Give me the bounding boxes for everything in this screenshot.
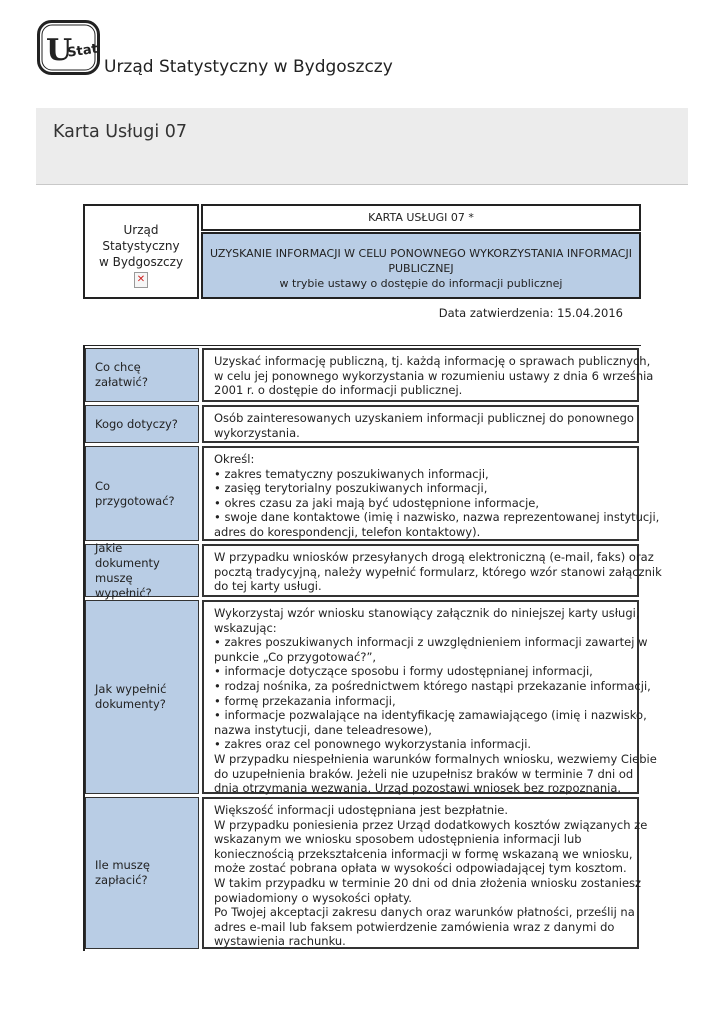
issuer-line: Statystyczny (102, 239, 180, 253)
answer-line: Po Twojej akceptacji zakresu danych oraz warunków płatności, prześlij na (214, 905, 635, 920)
answer-line: • zakres tematyczny poszukiwanych informacji, (214, 466, 489, 481)
answer-line: • swoje dane kontaktowe (imię i nazwisko, nazwa reprezentowanej instytucji, (214, 510, 660, 525)
answer-line: dnia otrzymania wezwania, Urząd pozostawi wniosek bez rozpoznania. (214, 781, 622, 796)
answer-line: powiadomiony o wysokości opłaty. (214, 890, 412, 905)
answer-line: • informacje dotyczące sposobu i formy udostępnianej informacji, (214, 664, 593, 679)
answer-line: Osób zainteresowanych uzyskaniem informacji publicznej do ponownego (214, 411, 634, 425)
answer-line: 2001 r. o dostępie do informacji publicznej. (214, 383, 463, 398)
answer-line: adres do korespondencji, telefon kontaktowy). (214, 524, 481, 539)
org-name: Urząd Statystyczny w Bydgoszczy (104, 57, 393, 77)
question-cell: Kogo dotyczy? (85, 405, 199, 443)
answer-line: nazwa instytucji, dane teleadresowe), (214, 722, 432, 737)
answer-line: Wykorzystaj wzór wniosku stanowiący załącznik do niniejszej karty usługi, (214, 606, 640, 620)
answer-line: W przypadku niespełnienia warunków formalnych wniosku, wezwiemy Ciebie (214, 751, 657, 766)
answer-line: • zakres poszukiwanych informacji z uwzględnieniem informacji zawartej w (214, 635, 648, 650)
approval-date: Data zatwierdzenia: 15.04.2016 (438, 306, 623, 320)
answer-line: Uzyskać informację publiczną, tj. każdą informację o sprawach publicznych, (214, 354, 651, 368)
answer-line: w celu jej ponownego wykorzystania w rozumieniu ustawy z dnia 6 września (214, 368, 654, 383)
subject-line: UZYSKANIE INFORMACJI W CELU PONOWNEGO WYKORZYSTANIA INFORMACJI (210, 247, 632, 260)
answer-line: • zasięg terytorialny poszukiwanych informacji, (214, 481, 488, 496)
answer-line: • formę przekazania informacji, (214, 693, 396, 708)
card-issuer-cell (83, 204, 199, 299)
answer-line: • zakres oraz cel ponownego wykorzystania informacji. (214, 737, 532, 752)
answer-line: wykorzystania. (214, 425, 300, 440)
page-title: Karta Usługi 07 (53, 122, 188, 142)
svg-text:Stat: Stat (66, 41, 99, 61)
answer-line: wskazując: (214, 620, 277, 635)
answer-line: pocztą tradycyjną, należy wypełnić formularz, którego wzór stanowi załącznik (214, 564, 662, 579)
answer-cell (202, 797, 648, 949)
issuer-line: w Bydgoszczy (98, 255, 184, 269)
answer-cell (202, 544, 662, 597)
broken-image-icon: ✕ (134, 272, 148, 288)
answer-line: W przypadku poniesienia przez Urząd dodatkowych kosztów związanych ze (214, 817, 648, 832)
card-subject-cell (201, 232, 641, 299)
answer-line: punkcie „Co przygotować?”, (214, 649, 377, 664)
answer-line: Większość informacji udostępniana jest bezpłatnie. (214, 803, 508, 817)
answer-cell (202, 405, 639, 443)
answer-cell (202, 446, 660, 541)
question-cell: Co przygotować? (85, 446, 199, 541)
answer-line: adres e-mail lub faksem potwierdzenie zamówienia wraz z danymi do (214, 919, 615, 934)
answer-line: • rodzaj nośnika, za pośrednictwem którego nastąpi przekazanie informacji, (214, 678, 651, 693)
answer-line: W przypadku wniosków przesyłanych drogą elektroniczną (e-mail, faks) oraz (214, 550, 654, 564)
title-band (36, 108, 688, 185)
answer-line: Określ: (214, 452, 255, 466)
subject-line: w trybie ustawy o dostępie do informacji publicznej (279, 277, 563, 290)
answer-line: wskazanym we wniosku sposobem udostępnienia informacji lub (214, 832, 582, 847)
answer-line: W takim przypadku w terminie 20 dni od dnia złożenia wniosku zostaniesz (214, 875, 642, 890)
answer-line: do uzupełnienia braków. Jeżeli nie uzupełnisz braków w terminie 7 dni od (214, 766, 634, 781)
answer-cell (202, 348, 654, 402)
subject-line: PUBLICZNEJ (388, 262, 454, 275)
answer-cell (202, 600, 657, 796)
answer-line: • okres czasu za jaki mają być udostępnione informacje, (214, 495, 540, 510)
answer-line: może zostać pobrana opłata w wysokości odpowiadającej tym kosztom. (214, 861, 627, 876)
answer-line: • informacje pozwalające na identyfikację zamawiającego (imię i nazwisko, (214, 708, 647, 723)
question-cell: Co chcę załatwić? (85, 348, 199, 402)
question-cell: Jakie dokumenty muszę wypełnić? (85, 544, 199, 597)
issuer-line: Urząd (123, 223, 159, 237)
ustat-logo (37, 20, 100, 75)
answer-line: do tej karty usługi. (214, 579, 322, 594)
question-cell: Jak wypełnić dokumenty? (85, 600, 199, 794)
question-cell: Ile muszę zapłacić? (85, 797, 199, 949)
card-number-cell: KARTA USŁUGI 07 * (201, 204, 641, 231)
svg-text:U: U (46, 33, 73, 68)
answer-line: koniecznością przekształcenia informacji w formę wskazaną we wniosku, (214, 846, 633, 861)
answer-line: wystawienia rachunku. (214, 934, 346, 949)
